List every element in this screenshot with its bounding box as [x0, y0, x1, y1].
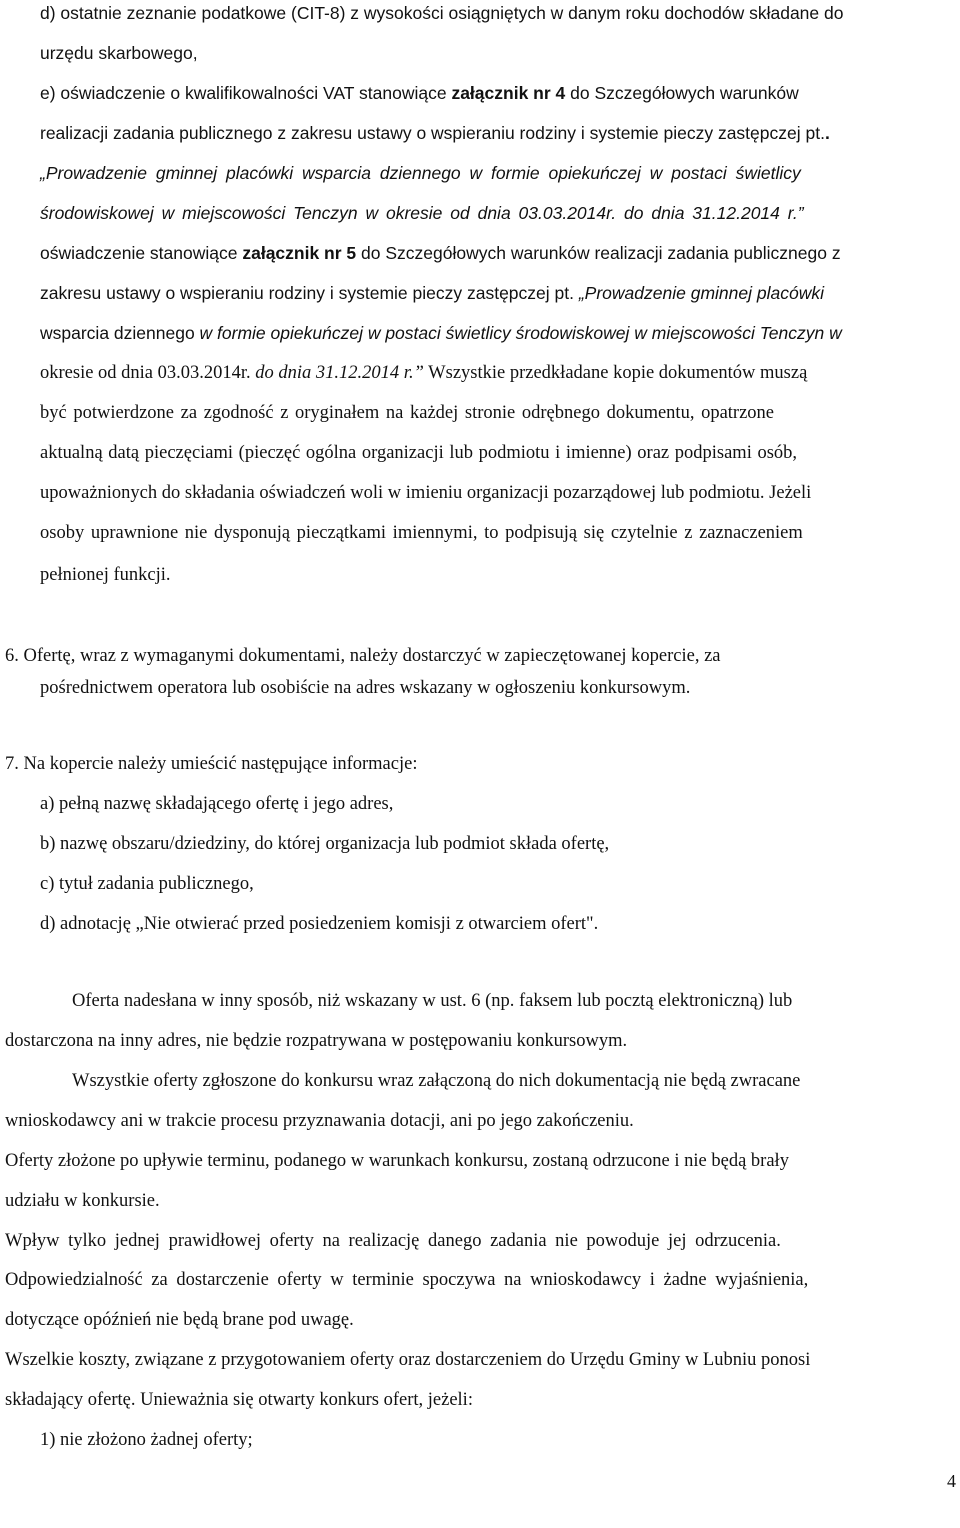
closing-p3-line-2: udziału w konkursie.: [5, 1191, 160, 1211]
text-span: „Prowadzenie gminnej placówki: [578, 283, 824, 303]
text-span: Wszystkie przedkładane kopie dokumentów muszą: [423, 363, 808, 383]
text-span: zakresu ustawy o wspieraniu rodziny i systemie pieczy zastępczej pt.: [40, 283, 579, 303]
vat-line-4: środowiskowej w miejscowości Tenczyn w okresie od dnia 03.03.2014r. do dnia 31.12.2014 r.”: [40, 203, 804, 223]
cit8-line-2: urzędu skarbowego,: [40, 43, 198, 63]
declaration-line-8: osoby uprawnione nie dysponują pieczątkami imiennymi, to podpisują się czytelnie z zaznaczeniem: [40, 523, 803, 543]
section-7-item-a: a) pełną nazwę składającego ofertę i jego adres,: [40, 794, 394, 814]
text-span: do dnia 31.12.2014 r.”: [255, 363, 424, 383]
section-6-line-2: pośrednictwem operatora lub osobiście na adres wskazany w ogłoszeniu konkursowym.: [40, 678, 691, 698]
text-span: e) oświadczenie o kwalifikowalności VAT stanowiące: [40, 83, 452, 103]
declaration-line-4: [40, 362, 807, 384]
closing-p2-line-2: wnioskodawcy ani w trakcie procesu przyznawania dotacji, ani po jego zakończeniu.: [5, 1111, 634, 1131]
closing-p5-line-1: Odpowiedzialność za dostarczenie oferty w terminie spoczywa na wnioskodawcy i żadne wyjaśnienia,: [5, 1270, 809, 1290]
section-7-item-d: d) adnotację „Nie otwierać przed posiedzeniem komisji z otwarciem ofert".: [40, 914, 599, 934]
closing-list-item-1: 1) nie złożono żadnej oferty;: [40, 1430, 253, 1450]
cit8-line-1: [40, 2, 926, 24]
closing-p4-line-1: Wpływ tylko jednej prawidłowej oferty na realizację danego zadania nie powoduje jej odrzucenia.: [5, 1231, 781, 1251]
text-span: .: [824, 123, 830, 143]
section-6-line-1: 6. Ofertę, wraz z wymaganymi dokumentami, należy dostarczyć w zapieczętowanej kopercie, za: [5, 646, 721, 666]
closing-p1-line-2: dostarczona na inny adres, nie będzie rozpatrywana w postępowaniu konkursowym.: [5, 1031, 628, 1051]
declaration-line-3: [40, 322, 842, 344]
declaration-line-1: [40, 242, 841, 264]
text-span: wsparcia dziennego: [40, 323, 200, 343]
closing-p6-line-2: składający ofertę. Unieważnia się otwarty konkurs ofert, jeżeli:: [5, 1390, 473, 1410]
closing-p1-line-1: Oferta nadesłana w inny sposób, niż wskazany w ust. 6 (np. faksem lub pocztą elektroniczną) lub: [72, 991, 793, 1011]
text-span: do Szczegółowych warunków: [565, 83, 799, 103]
vat-line-3: „Prowadzenie gminnej placówki wsparcia dziennego w formie opiekuńczej w postaci świetlicy: [40, 163, 801, 183]
section-7-item-c: c) tytuł zadania publicznego,: [40, 874, 254, 894]
page-number: 4: [947, 1471, 956, 1491]
section-7-item-b: b) nazwę obszaru/dziedziny, do której organizacja lub podmiot składa ofertę,: [40, 834, 610, 854]
declaration-line-7: upoważnionych do składania oświadczeń woli w imieniu organizacji pozarządowej lub podmiotu. Jeżeli: [40, 483, 812, 503]
text-span: realizacji zadania publicznego z zakresu ustawy o wspieraniu rodziny i systemie pieczy zastępczej pt.: [40, 123, 825, 143]
declaration-line-2: [40, 282, 824, 304]
section-7-title: 7. Na kopercie należy umieścić następujące informacje:: [5, 754, 418, 774]
declaration-line-6: aktualną datą pieczęciami (pieczęć ogólna organizacji lub podmiotu i imienne) oraz podpisami osób,: [40, 443, 798, 463]
vat-line-1: [40, 82, 799, 104]
text-span: okresie od dnia 03.03.2014r.: [40, 363, 256, 383]
closing-p2-line-1: Wszystkie oferty zgłoszone do konkursu wraz załączoną do nich dokumentacją nie będą zwracane: [72, 1071, 801, 1091]
text-span: d) ostatnie zeznanie podatkowe (CIT-8) z wysokości osiągniętych w danym roku dochodów składane do: [40, 3, 844, 23]
closing-p5-line-2: dotyczące opóźnień nie będą brane pod uwagę.: [5, 1310, 354, 1330]
attachment-4-label: załącznik nr 4: [451, 83, 566, 103]
attachment-5-label: załącznik nr 5: [242, 243, 357, 263]
vat-line-2: [40, 122, 830, 144]
text-span: oświadczenie stanowiące: [40, 243, 243, 263]
closing-p6-line-1: Wszelkie koszty, związane z przygotowaniem oferty oraz dostarczeniem do Urzędu Gminy w Lubniu ponosi: [5, 1350, 811, 1370]
closing-p3-line-1: Oferty złożone po upływie terminu, podanego w warunkach konkursu, zostaną odrzucone i nie będą brały: [5, 1151, 789, 1171]
declaration-line-5: być potwierdzone za zgodność z oryginałem na każdej stronie odrębnego dokumentu, opatrzone: [40, 403, 774, 423]
text-span: do Szczegółowych warunków realizacji zadania publicznego z: [356, 243, 841, 263]
text-span: w formie opiekuńczej w postaci świetlicy środowiskowej w miejscowości Tenczyn w: [199, 323, 842, 343]
declaration-line-9: pełnionej funkcji.: [40, 565, 171, 585]
